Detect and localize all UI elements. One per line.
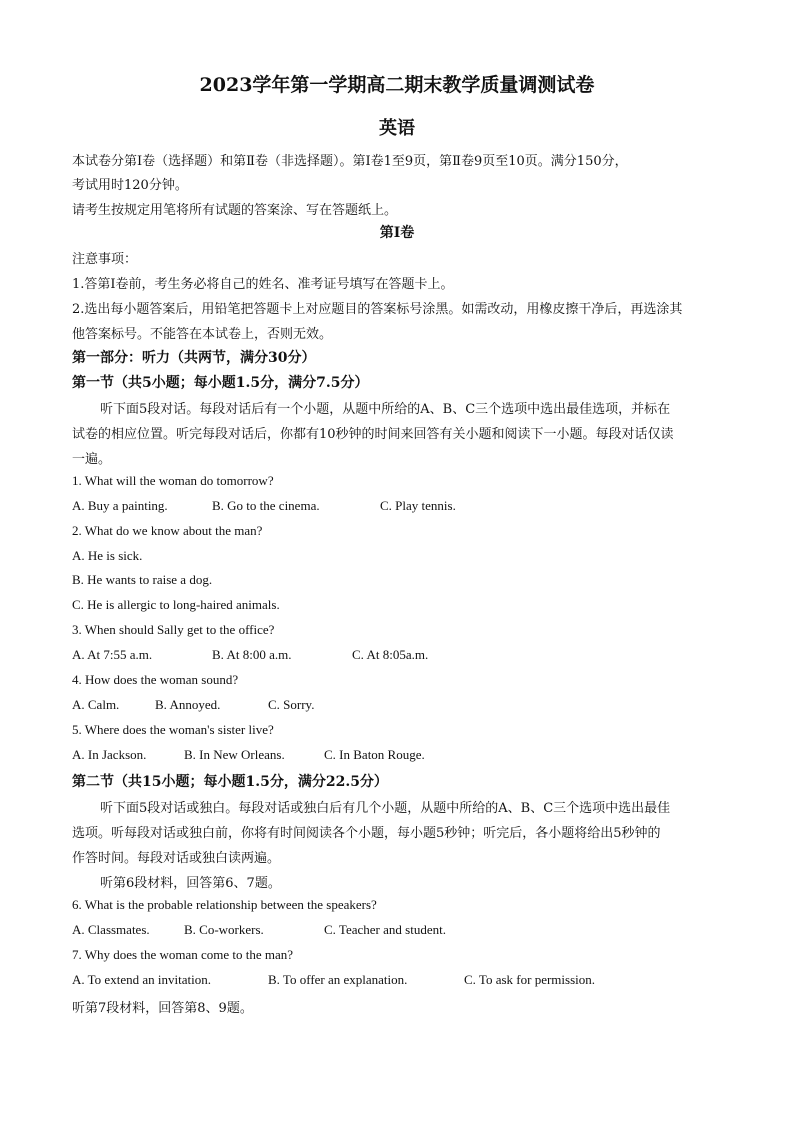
question-2-option-c: C. He is allergic to long-haired animals. xyxy=(72,597,280,612)
material-6-note: 听第6段材料，回答第6、7题。 xyxy=(100,876,281,891)
question-7-option-c: C. To ask for permission. xyxy=(464,972,596,987)
question-5-option-a: A. In Jackson. xyxy=(72,747,147,762)
section2-instruction-3: 作答时间。每段对话或独白读两遍。 xyxy=(72,851,281,866)
intro-line-2: 考试用时120分钟。 xyxy=(72,178,188,193)
section1-instruction-3: 一遍。 xyxy=(72,452,112,467)
question-7-stem: 7. Why does the woman come to the man? xyxy=(72,947,294,962)
section1-instruction-2: 试卷的相应位置。听完每段对话后，你都有10秒钟的时间来回答有关小题和阅读下一小题。每段对话仅读 xyxy=(72,427,674,442)
question-4-option-a: A. Calm. xyxy=(72,697,120,712)
question-1-option-a: A. Buy a painting. xyxy=(72,498,168,513)
question-7-option-b: B. To offer an explanation. xyxy=(268,972,408,987)
question-2-option-b: B. He wants to raise a dog. xyxy=(72,572,213,587)
material-7-note: 听第7段材料，回答第8、9题。 xyxy=(72,1001,253,1016)
intro-line-3: 请考生按规定用笔将所有试题的答案涂、写在答题纸上。 xyxy=(72,203,398,218)
exam-title: 2023学年第一学期高二期末教学质量调测试卷 xyxy=(199,74,595,96)
question-2-stem: 2. What do we know about the man? xyxy=(72,523,263,538)
question-5-stem: 5. Where does the woman's sister live? xyxy=(72,722,274,737)
note-2b: 他答案标号。不能答在本试卷上，否则无效。 xyxy=(72,327,333,342)
section2-heading: 第二节（共15小题；每小题1.5分，满分22.5分） xyxy=(72,774,388,790)
section1-instruction-1: 听下面5段对话。每段对话后有一个小题，从题中所给的A、B、C三个选项中选出最佳选项，并标在 xyxy=(100,402,671,417)
question-5-option-b: B. In New Orleans. xyxy=(184,747,285,762)
question-5-option-c: C. In Baton Rouge. xyxy=(324,747,425,762)
notes-heading: 注意事项： xyxy=(72,252,138,267)
section1-heading: 第一节（共5小题；每小题1.5分，满分7.5分） xyxy=(72,375,369,391)
part1-heading: 第一部分：听力（共两节，满分30分） xyxy=(72,350,316,366)
question-3-stem: 3. When should Sally get to the office? xyxy=(72,622,275,637)
intro-line-1: 本试卷分第Ⅰ卷（选择题）和第Ⅱ卷（非选择题）。第Ⅰ卷1至9页，第Ⅱ卷9页至10页。满分150分， xyxy=(72,154,628,169)
question-1-option-c: C. Play tennis. xyxy=(380,498,456,513)
volume-title: 第Ⅰ卷 xyxy=(379,225,415,241)
question-6-option-b: B. Co-workers. xyxy=(184,922,264,937)
question-4-option-b: B. Annoyed. xyxy=(155,697,221,712)
question-1-option-b: B. Go to the cinema. xyxy=(212,498,320,513)
question-3-option-a: A. At 7:55 a.m. xyxy=(72,647,153,662)
question-7-option-a: A. To extend an invitation. xyxy=(72,972,211,987)
question-4-option-c: C. Sorry. xyxy=(268,697,315,712)
note-1: 1.答第Ⅰ卷前，考生务必将自己的姓名、准考证号填写在答题卡上。 xyxy=(72,277,454,292)
question-4-stem: 4. How does the woman sound? xyxy=(72,672,239,687)
question-6-option-a: A. Classmates. xyxy=(72,922,150,937)
question-3-option-c: C. At 8:05a.m. xyxy=(352,647,429,662)
question-6-option-c: C. Teacher and student. xyxy=(324,922,446,937)
question-1-stem: 1. What will the woman do tomorrow? xyxy=(72,473,274,488)
note-2a: 2.选出每小题答案后，用铅笔把答题卡上对应题目的答案标号涂黑。如需改动，用橡皮擦干净后，再选涂其 xyxy=(72,302,683,317)
question-6-stem: 6. What is the probable relationship between the speakers? xyxy=(72,897,377,912)
question-2-option-a: A. He is sick. xyxy=(72,548,143,563)
subject-title: 英语 xyxy=(379,118,415,139)
question-3-option-b: B. At 8:00 a.m. xyxy=(212,647,292,662)
section2-instruction-2: 选项。听每段对话或独白前，你将有时间阅读各个小题，每小题5秒钟；听完后，各小题将给出5秒钟的 xyxy=(72,826,661,841)
section2-instruction-1: 听下面5段对话或独白。每段对话或独白后有几个小题，从题中所给的A、B、C三个选项中选出最佳 xyxy=(100,801,671,816)
